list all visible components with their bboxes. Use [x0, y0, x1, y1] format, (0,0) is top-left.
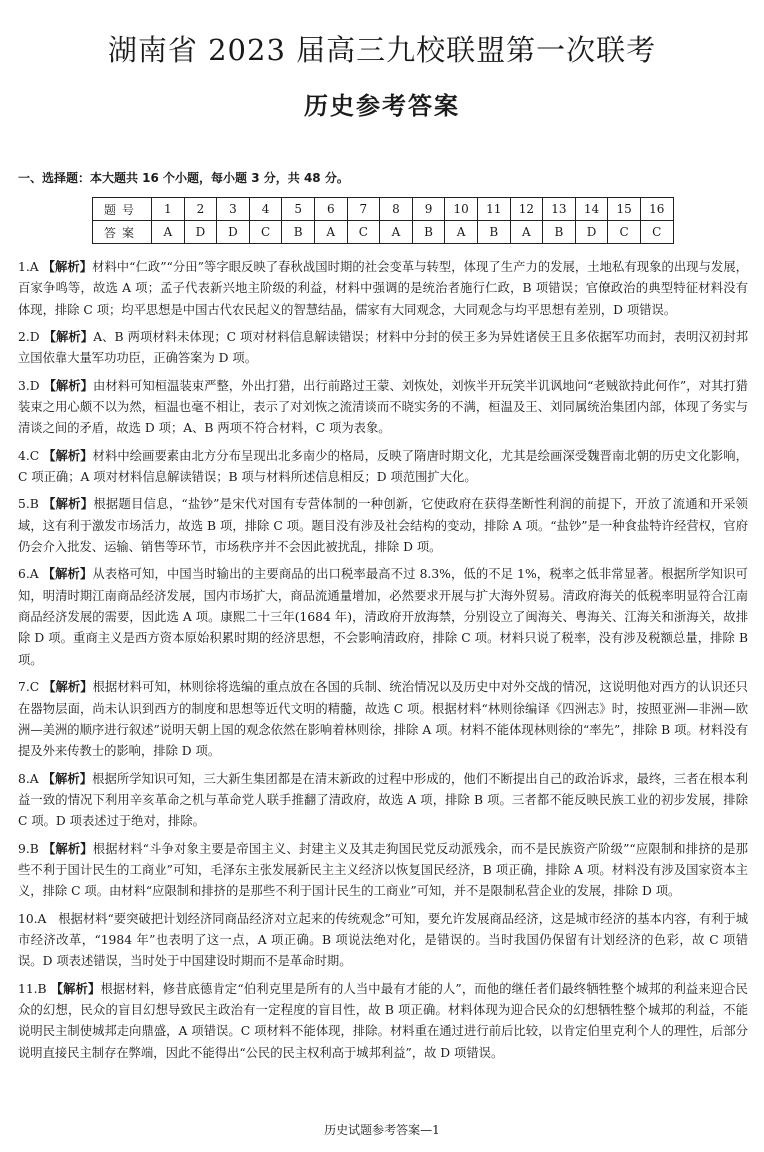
item-number: 8.A [18, 771, 39, 786]
item-text: 根据材料“要突破把计划经济同商品经济对立起来的传统观念”可知，要允许发展商品经济，这是城市经济的基本内容，有利于城市经济改革，“1984 年”也表明了这一点，A 项正确。B 项说法绝对化，是错误的。当时我国仍保留有计划经济的色彩，故 C 项错误。D 项表述错误，当时处于中国建设时期而不是革命时期。 [18, 911, 748, 969]
item-number: 5.B [18, 497, 39, 512]
analysis-tag: 【解析】 [42, 567, 93, 582]
analysis-tag: 【解析】 [43, 448, 93, 463]
item-number: 2.D [18, 330, 40, 345]
item-text: A、B 两项材料未体现；C 项对材料信息解读错误；材料中分封的侯王多为异姓诸侯王且多依据军功而封，表明汉初封邦立国依靠大量军功功臣，正确答案为 D 项。 [18, 330, 748, 366]
answer-cell: C [249, 221, 282, 244]
answer-cell: A [314, 221, 347, 244]
question-number-cell: 14 [575, 198, 608, 221]
answer-explanations [18, 257, 748, 1070]
answer-table [92, 197, 674, 244]
row-header-number: 题号 [93, 198, 152, 221]
answer-cell: D [575, 221, 608, 244]
item-number: 4.C [18, 448, 40, 463]
section-heading: 一、选择题：本大题共 16 个小题，每小题 3 分，共 48 分。 [18, 171, 349, 185]
answer-table-number-row [93, 198, 674, 221]
answer-cell: B [543, 221, 576, 244]
answer-item [18, 909, 748, 973]
answer-cell: A [510, 221, 543, 244]
question-number-cell: 10 [445, 198, 478, 221]
item-number: 1.A [18, 260, 39, 274]
item-text: 根据材料可知，林则徐将选编的重点放在各国的兵制、统治情况以及历史中对外交战的情况，这说明他对西方的认识还只在器物层面，尚未认识到西方的制度和思想等近代文明的精髓，故选 C 项。根据材料“林则徐编译《四洲志》时，按照亚洲—非洲—欧洲—美洲的顺序进行叙述”说明天朝上国的观念依然在影响着林则徐，排除 A 项。材料不能体现林则徐的“率先”，排除 B 项。材料没有提及外来传教士的影响，排除 D 项。 [18, 680, 748, 759]
question-number-cell: 9 [412, 198, 445, 221]
analysis-tag: 【解析】 [42, 260, 93, 274]
answer-cell: C [608, 221, 641, 244]
answer-table-answer-row [93, 221, 674, 244]
answer-cell: A [445, 221, 478, 244]
answer-item [18, 327, 748, 370]
item-number: 6.A [18, 567, 39, 582]
analysis-tag: 【解析】 [42, 771, 93, 786]
item-text: 从表格可知，中国当时输出的主要商品的出口税率最高不过 8.3%，低的不足 1%，税率之低非常显著。根据所学知识可知，明清时期江南商品经济发展，国内市场扩大，商品流通量增加，必然要求开展与扩大海外贸易。清政府海关的低税率明显符合江南商品经济发展的需要，因此选 A 项。康熙二十三年(1684 年)，清政府开放海禁，分别设立了闽海关、粤海关、江海关和浙海关，故排除 D 项。重商主义是西方资本原始积累时期的经济思想，不会影响清政府，排除 C 项。材料只说了税率，没有涉及税额总量，排除 B 项。 [18, 567, 748, 667]
analysis-tag: 【解析】 [43, 378, 93, 393]
document-subtitle: 历史参考答案 [304, 92, 460, 120]
item-text: 材料中“仁政”“分田”等字眼反映了春秋战国时期的社会变革与转型，体现了生产力的发展，土地私有现象的出现与发展，百家争鸣等，故选 A 项；孟子代表新兴地主阶级的利益，材料中强调的是统治者施行仁政，B 项错误；官僚政治的典型特征材料没有体现，排除 C 项；均平思想是中国古代农民起义的智慧结晶，儒家有大同观念，大同观念与均平思想有差别，D 项错误。 [18, 260, 748, 317]
item-number: 11.B [18, 981, 47, 996]
question-number-cell: 13 [543, 198, 576, 221]
item-text: 根据所学知识可知，三大新生集团都是在清末新政的过程中形成的，他们不断提出自己的政治诉求，最终，三者在根本利益一致的情况下利用辛亥革命之机与革命党人联手推翻了清政府，故选 A 项，排除 B 项。三者都不能反映民族工业的初步发展，排除 C 项。D 项表述过于绝对，排除。 [18, 771, 748, 829]
question-number-cell: 6 [314, 198, 347, 221]
answer-cell: A [152, 221, 185, 244]
question-number-cell: 11 [477, 198, 510, 221]
question-number-cell: 4 [249, 198, 282, 221]
row-header-answer: 答案 [93, 221, 152, 244]
answer-cell: B [282, 221, 315, 244]
item-number: 9.B [18, 841, 39, 856]
question-number-cell: 1 [152, 198, 185, 221]
item-text: 材料中绘画要素由北方分布呈现出北多南少的格局，反映了隋唐时期文化，尤其是绘画深受魏晋南北朝的历史文化影响，C 项正确；A 项对材料信息解读错误；B 项与材料所述信息相反；D 项范围扩大化。 [18, 448, 748, 485]
item-text: 根据材料“斗争对象主要是帝国主义、封建主义及其走狗国民党反动派残余，而不是民族资产阶级”“应限制和排挤的是那些不利于国计民生的工商业”可知，毛泽东主张发展新民主主义经济以恢复国民经济，B 项正确，排除 A 项。材料没有涉及国家资本主义，排除 C 项。由材料“应限制和排挤的是那些不利于国计民生的工商业”可知，并不是限制私营企业的发展，排除 D 项。 [18, 841, 748, 899]
question-number-cell: 2 [184, 198, 217, 221]
document-title: 湖南省 2023 届高三九校联盟第一次联考 [107, 33, 657, 67]
answer-item [18, 839, 748, 903]
answer-cell: B [477, 221, 510, 244]
analysis-tag: 【解析】 [50, 981, 101, 996]
answer-cell: C [640, 221, 673, 244]
answer-item [18, 564, 748, 671]
analysis-tag: 【解析】 [42, 841, 93, 856]
analysis-tag: 【解析】 [43, 680, 93, 695]
question-number-cell: 5 [282, 198, 315, 221]
item-text: 由材料可知桓温装束严整，外出打猎，出行前路过王蒙、刘恢处，刘恢半开玩笑半讥讽地问“老贼欲持此何作”，对其打猎装束之用心颇不以为然，桓温也毫不相让，表示了对刘恢之流清谈而不晓实务的不满，桓温及王、刘同属统治集团内部，体现了务实与清谈之间的矛盾，故选 D 项；A、B 两项不符合材料，C 项为表象。 [18, 378, 748, 436]
question-number-cell: 16 [640, 198, 673, 221]
item-number: 10.A [18, 911, 47, 926]
answer-cell: B [412, 221, 445, 244]
item-number: 3.D [18, 378, 40, 393]
answer-item [18, 769, 748, 833]
answer-cell: A [380, 221, 413, 244]
item-text: 根据材料，修昔底德肯定“伯利克里是所有的人当中最有才能的人”，而他的继任者们最终牺牲整个城邦的利益来迎合民众的幻想，民众的盲目幻想导致民主政治有一定程度的盲目性，故 B 项正确。材料体现为迎合民众的幻想牺牲整个城邦的利益，不能说明民主制使城邦走向鼎盛，A 项错误。C 项材料不能体现，排除。材料重在通过进行前后比较，以肯定伯里克利个人的理性，后部分说明直接民主制存在弊端，因此不能得出“公民的民主权利高于城邦利益”，故 D 项错误。 [18, 981, 748, 1060]
item-number: 7.C [18, 680, 40, 695]
question-number-cell: 12 [510, 198, 543, 221]
answer-item [18, 446, 748, 489]
question-number-cell: 8 [380, 198, 413, 221]
analysis-tag: 【解析】 [42, 497, 94, 512]
answer-cell: C [347, 221, 380, 244]
page-footer: 历史试题参考答案—1 [324, 1123, 440, 1137]
question-number-cell: 3 [217, 198, 250, 221]
answer-item [18, 376, 748, 440]
analysis-tag: 【解析】 [43, 330, 94, 345]
answer-cell: D [217, 221, 250, 244]
question-number-cell: 7 [347, 198, 380, 221]
question-number-cell: 15 [608, 198, 641, 221]
answer-cell: D [184, 221, 217, 244]
item-text: 根据题目信息，“盐钞”是宋代对国有专营体制的一种创新，它使政府在获得垄断性利润的前提下，开放了流通和开采领域，这有利于激发市场活力，故选 B 项，排除 C 项。题目没有涉及社会结构的变动，排除 A 项。“盐钞”是一种食盐特许经营权，官府仍会介入批发、运输、销售等环节，市场秩序并不会因此被扰乱，排除 D 项。 [18, 497, 748, 555]
answer-item [18, 494, 748, 558]
answer-item [18, 979, 748, 1065]
answer-item [18, 677, 748, 763]
answer-item [18, 257, 748, 321]
